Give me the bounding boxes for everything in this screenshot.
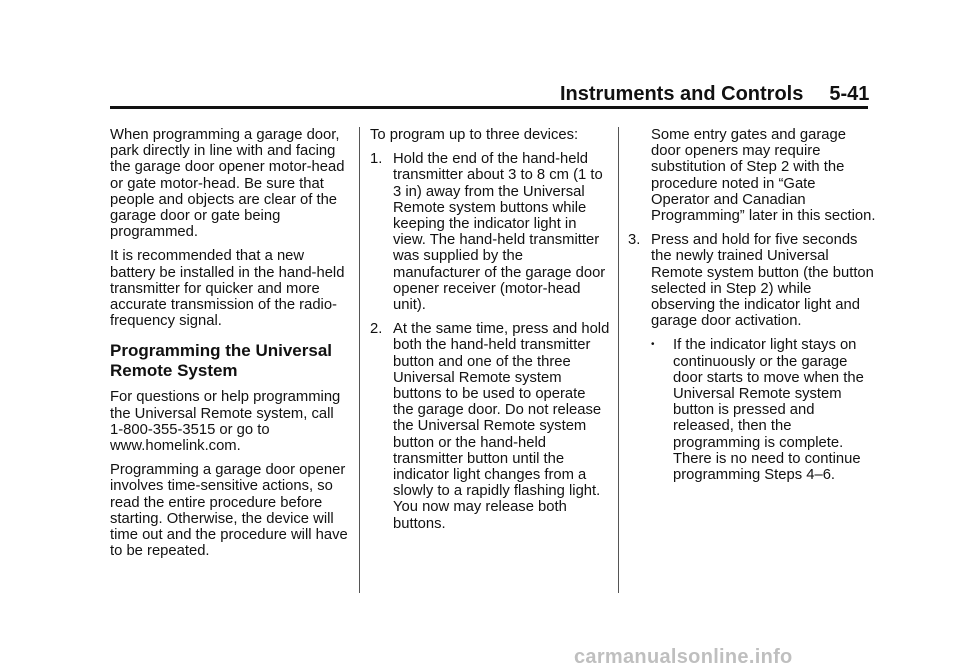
step-1-text: Hold the end of the hand-held transmitter about 3 to 8 cm (1 to 3 in) away from the Universal Remote system buttons while keeping the indicator light in view. The hand-held transmitter was supplied by the manufacturer of the garage door opener receiver (motor-head unit).: [393, 151, 606, 314]
step-1: [370, 151, 610, 313]
help-paragraph: For questions or help programming the Universal Remote system, call 1-800-355-3515 or go to www.homelink.com.: [110, 389, 341, 455]
battery-paragraph: It is recommended that a new battery be installed in the hand-held transmitter for quicker and more accurate transmission of the radio-frequency signal.: [110, 248, 345, 330]
step-3-number: 3.: [628, 232, 641, 249]
step-2-continued: Some entry gates and garage door openers may require substitution of Step 2 with the procedure noted in “Gate Operator and Canadian Programming” later in this section.: [651, 127, 876, 225]
steps-intro: To program up to three devices:: [370, 127, 579, 143]
watermark: carmanualsonline.info: [574, 646, 793, 668]
column-3: [628, 127, 876, 491]
step-3: [628, 232, 876, 329]
step-2-text: At the same time, press and hold both the hand-held transmitter button and one of the three Universal Remote system buttons to be used to operate the garage door. Do not release the Universal Remote system button or the hand-held transmitter button until the indicator light changes from a slowly to a rapidly flashing light. You now may release both buttons.: [393, 321, 610, 532]
step-1-number: 1.: [370, 151, 383, 168]
section-heading: Programming the Universal Remote System: [110, 341, 333, 381]
header-rule: [110, 106, 868, 109]
intro-paragraph: When programming a garage door, park directly in line with and facing the garage door opener motor-head or gate motor-head. Be sure that people and objects are clear of the garage door or gate being programmed.: [110, 127, 345, 241]
bullet-item: [628, 337, 876, 483]
page-number: 5-41: [829, 83, 870, 105]
bullet-text: If the indicator light stays on continuously or the garage door starts to move when the Universal Remote system button is pressed and released, then the programming is complete. There is no need to continue programming Steps 4–6.: [673, 337, 864, 484]
time-sensitive-paragraph: Programming a garage door opener involves time-sensitive actions, so read the entire procedure before starting. Otherwise, the device will time out and the procedure will have to be repeated.: [110, 462, 348, 560]
column-1: [110, 127, 350, 567]
step-3-text: Press and hold for five seconds the newly trained Universal Remote system button (the button selected in Step 2) while observing the indicator light and garage door activation.: [651, 232, 874, 330]
column-2: [370, 127, 610, 540]
header-title: Instruments and Controls: [560, 83, 804, 105]
bullet-icon: •: [651, 339, 655, 351]
page-header: [560, 82, 868, 106]
column-divider-1: [359, 127, 360, 593]
column-divider-2: [618, 127, 619, 593]
step-2: [370, 321, 610, 532]
step-2-number: 2.: [370, 321, 383, 338]
